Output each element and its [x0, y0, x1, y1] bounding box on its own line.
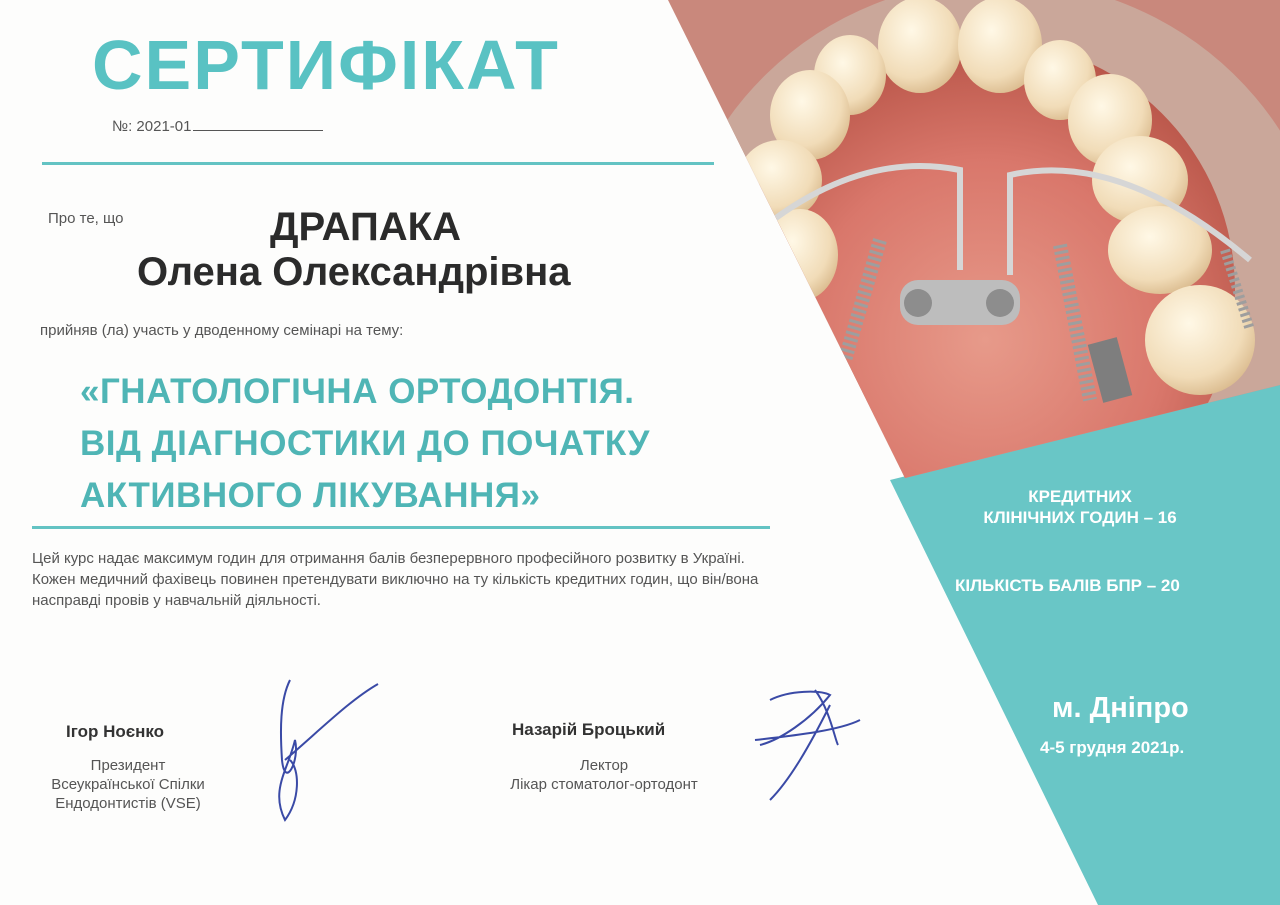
about-label: Про те, що	[48, 210, 124, 227]
event-date: 4-5 грудня 2021р.	[1040, 738, 1185, 757]
signatory-role-brotsky	[474, 756, 734, 794]
seminar-topic-line: АКТИВНОГО ЛІКУВАННЯ»	[80, 476, 541, 515]
clinical-hours	[940, 486, 1220, 528]
role-line: Лектор	[579, 757, 629, 774]
role-line: Всеукраїнської Спілки	[51, 776, 205, 793]
role-line: Президент	[90, 757, 166, 774]
certificate-number	[112, 118, 323, 135]
city: м. Дніпро	[1052, 692, 1189, 724]
signatory-role-noenko	[28, 756, 228, 813]
signatory-name-brotsky: Назарій Броцький	[512, 720, 666, 739]
seminar-topic	[80, 366, 780, 522]
participation-text: прийняв (ла) участь у дводенному семінарі на тему:	[40, 322, 404, 339]
divider-top	[42, 162, 714, 165]
role-line: Лікар стоматолог-ортодонт	[510, 776, 698, 793]
signatory-name-noenko: Ігор Ноєнко	[66, 722, 165, 741]
course-description: Цей курс надає максимум годин для отримання балів безперервного професійного розвитку в Україні. Кожен медичний фахівець повинен претендувати виключно на ту кількість кредитних годин, що він/вона насправді провів у навчальній діяльності.	[32, 550, 759, 609]
seminar-topic-line: ВІД ДІАГНОСТИКИ ДО ПОЧАТКУ	[80, 424, 650, 463]
certificate-number-blank	[193, 118, 323, 131]
seminar-topic-line: «ГНАТОЛОГІЧНА ОРТОДОНТІЯ.	[80, 372, 635, 411]
recipient-surname: ДРАПАКА	[270, 205, 461, 249]
cpd-points: КІЛЬКІСТЬ БАЛІВ БПР – 20	[955, 576, 1180, 595]
clinical-hours-line: КЛІНІЧНИХ ГОДИН – 16	[983, 508, 1177, 527]
signature-noenko	[279, 680, 378, 820]
certificate-number-label: №: 2021-01	[112, 118, 192, 135]
signature-brotsky	[755, 690, 860, 800]
clinical-hours-line: КРЕДИТНИХ	[1028, 487, 1132, 506]
recipient-given-names: Олена Олександрівна	[137, 250, 571, 294]
role-line: Ендодонтистів (VSE)	[55, 795, 201, 812]
divider-bottom	[32, 526, 770, 529]
certificate-title: СЕРТИФІКАТ	[92, 26, 560, 104]
